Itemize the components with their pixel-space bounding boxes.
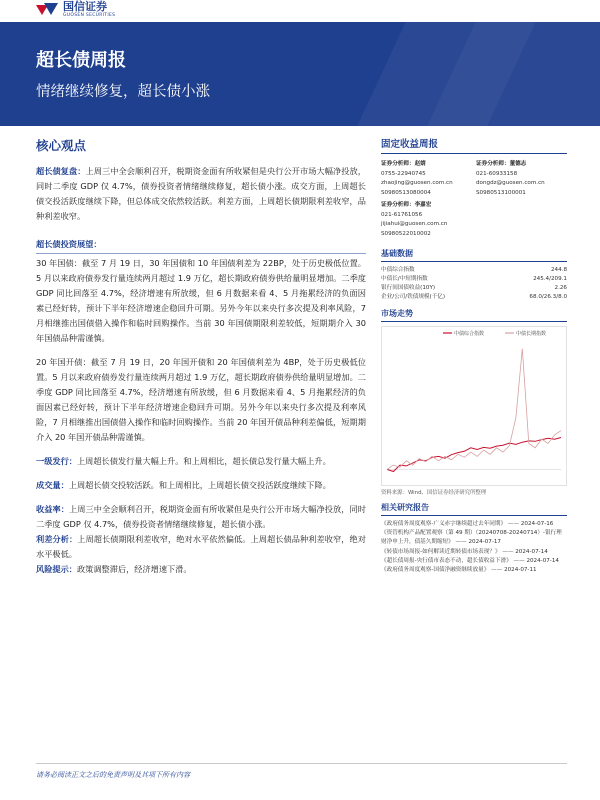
series-line-1 xyxy=(387,349,561,470)
stat-row: 企业/公司/铁债规模(千亿) 68.0/26.3/8.0 xyxy=(381,294,567,300)
logo-mark-icon xyxy=(36,3,58,17)
logo-cn: 国信证券 xyxy=(63,0,107,13)
risk-label: 风险提示： xyxy=(36,564,77,574)
outlook-label: 超长债投资展望： xyxy=(36,237,366,254)
intro-text: 上周三中全会顺利召开，税期资金面有所收紧但是央行公开市场大幅净投放，同时二季度 GDP 仅 4.7%，债券投资者情绪继续修复，超长债小涨。成交方面，上周超长债交投活跃度继续下降，但总体成交依然较活跃。利差方面，上周超长债期限利差收窄，品种利差收窄。 xyxy=(36,166,366,221)
logo-en: GUOSEN SECURITIES xyxy=(63,13,116,18)
spread-label: 利差分析： xyxy=(36,534,78,544)
analyst-email[interactable]: dongdz@guosen.com.cn xyxy=(476,180,545,186)
sidebar xyxy=(381,136,567,575)
related-report-item[interactable]: 《政府债务周度观察-国债净融资继续放量》 —— 2024-07-11 xyxy=(381,567,537,574)
related-reports-list xyxy=(381,520,567,575)
title-banner xyxy=(0,22,600,126)
footer-divider xyxy=(36,763,567,764)
yield-text: 上周三中全会顺利召开，税期资金面有所收紧但是央行公开市场大幅净投放，同时二季度 GDP 仅 4.7%，债券投资者情绪继续修复，超长债小涨。 xyxy=(36,504,366,529)
analyst-card: 证券分析师：赵婧 0755-22940745 zhaojing@guosen.com.cn S0980513080004 xyxy=(381,160,472,198)
intro-paragraph xyxy=(36,164,366,224)
analyst-email[interactable]: jijiahui@guosen.com.cn xyxy=(381,221,448,227)
stat-row: 银行间国债收益(10Y) 2.26 xyxy=(381,285,567,291)
trade-paragraph xyxy=(36,478,366,493)
intro-label: 超长债复盘： xyxy=(36,166,86,176)
sidebar-title: 固定收益周报 xyxy=(381,136,567,154)
chart-svg xyxy=(381,326,567,486)
analyst-card: 证券分析师：李嘉宏 021-61761056 jijiahui@guosen.com.cn S0980522010002 xyxy=(381,201,472,239)
risk-paragraph xyxy=(36,562,366,577)
yield-paragraph xyxy=(36,502,366,532)
analyst-list xyxy=(381,160,567,242)
analyst-card: 证券分析师：董德志 021-60933158 dongdz@guosen.com.cn S0980513100001 xyxy=(476,160,567,198)
report-title: 超长债周报 xyxy=(36,50,126,71)
company-logo xyxy=(36,0,115,20)
related-reports-title: 相关研究报告 xyxy=(381,502,567,516)
chart-frame xyxy=(382,327,567,486)
risk-text: 政策调整滞后，经济增速下滑。 xyxy=(76,564,192,574)
para-20y: 20 年国开债：截至 7 月 19 日，20 年国开债和 20 年国债利差为 4BP，处于历史极低位置。5 月以来政府债券发行量连续两月超过 1.9 万亿，超长期政府债券供给量明显增加。二季度 GDP 同比回落至 4.7%，经济增速有所放缓，但 6 月数据来看 4、5 月拖累经济的负面因素已经好转，预计下半年经济增速企稳回升可期。另外今年以来央行多次提及利率风险，7 月相继推出国债借入操作和临时回购操作。当前 20 年国开债品种利差偏低，短期期介入 20 年国开债品种需谨慎。 xyxy=(36,357,366,442)
related-report-item[interactable]: 《政府债务周度观察-广义赤字继续超过去年同期》 —— 2024-07-16 xyxy=(381,521,554,527)
para-30y: 30 年国债：截至 7 月 19 日，30 年国债和 10 年国债利差为 22BP，处于历史极低位置。5 月以来政府债券发行量连续两月超过 1.9 万亿，超长期政府债券供给量明显增加。二季度 GDP 同比回落至 4.7%，经济增速有所放缓，但 6 月数据来看 4、5 月拖累经济的负面因素已经好转，预计下半年经济增速企稳回升可期。另外今年以来央行多次提及利率风险，7 月相继推出国债借入操作和临时回购操作。当前 30 年国债期限利差较低，短期期介入 30 年国债品种需谨慎。 xyxy=(36,258,366,343)
yield-label: 收益率： xyxy=(36,504,70,514)
core-heading: 核心观点 xyxy=(36,138,87,153)
trade-label: 成交量： xyxy=(36,480,69,490)
market-trend-chart xyxy=(381,326,567,486)
issue-paragraph xyxy=(36,454,366,469)
analyst-email[interactable]: zhaojing@guosen.com.cn xyxy=(381,180,453,186)
spread-text: 上周超长债期限利差收窄，绝对水平依然偏低。上周超长债品种利差收窄，绝对水平极低。 xyxy=(36,534,366,559)
related-report-item[interactable]: 《超长债周报-央行债市表态不动，超长债收益下滑》 —— 2024-07-14 xyxy=(381,557,559,564)
spread-paragraph xyxy=(36,532,366,562)
stat-row: 中债综合指数 244.8 xyxy=(381,267,567,273)
report-subtitle: 情绪继续修复，超长债小涨 xyxy=(36,84,210,100)
disclaimer-footer: 请务必阅读正文之后的免责声明及其项下所有内容 xyxy=(36,771,190,779)
core-viewpoints xyxy=(36,136,366,577)
stat-row: 中债长/中短期指数 245.4/209.1 xyxy=(381,276,567,282)
basic-data-table xyxy=(381,266,567,302)
related-report-item[interactable]: 《资管机构产品配置观察（第 49 期）（20240708-20240714）-银行理财净申上升，债基久期缩短》 —— 2024-07-17 xyxy=(381,530,562,546)
issue-text: 上周超长债发行量大幅上升。和上周相比，超长债总发行量大幅上升。 xyxy=(76,456,331,466)
trade-text: 上周超长债交投较活跃。和上周相比，上周超长债交投活跃度继续下降。 xyxy=(68,480,331,490)
related-report-item[interactable]: 《转债市场周报-如何解读近期转债市场表现？》 —— 2024-07-14 xyxy=(381,548,548,555)
legend-label-0: 中债综合指数 xyxy=(454,331,485,337)
issue-label: 一级发行： xyxy=(36,456,77,466)
legend-label-1: 中债长期指数 xyxy=(516,331,547,337)
market-trend-title: 市场走势 xyxy=(381,308,567,322)
chart-source: 资料来源：Wind、国信证券经济研究所整理 xyxy=(381,490,487,496)
basic-data-title: 基础数据 xyxy=(381,248,567,262)
